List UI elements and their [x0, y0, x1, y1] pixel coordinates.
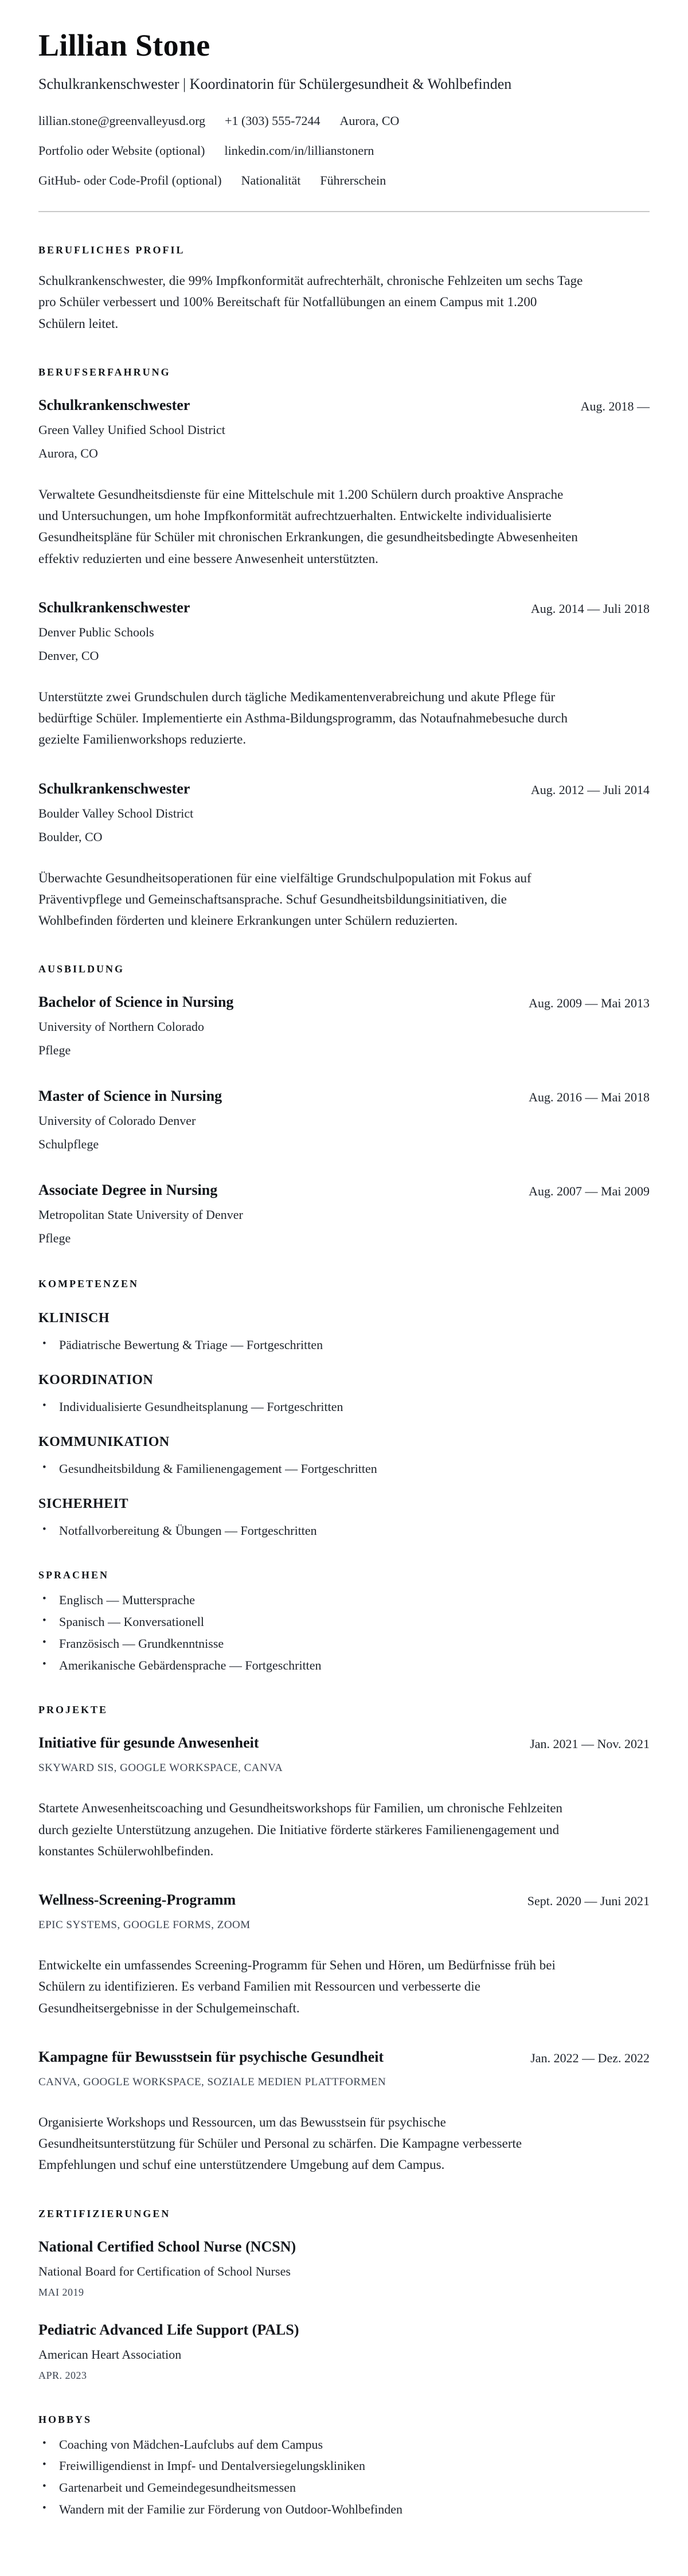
- competency-group-title: KLINISCH: [38, 1311, 110, 1326]
- job-description: Überwachte Gesundheitsoperationen für eine vielfältige Grundschulpopulation mit Fokus auf Präventivpflege und Gemeinschaftsansprache. Schuf Gesundheitsbildungsinitiativen, die Wohlbefinden förderten und kleinere Erkrankungen unter Schülern reduzierten.: [38, 870, 531, 928]
- contact-row-1: [38, 114, 650, 128]
- profile-text: Schulkrankenschwester, die 99% Impfkonformität aufrechterhält, chronische Fehlzeiten um sechs Tage pro Schüler verbessert und 100% Bereitschaft für Notfallübungen an einem Campus mit 1.200 Schülern leitet.: [38, 273, 583, 331]
- list-item: [38, 1659, 650, 1672]
- competency-item: Individualisierte Gesundheitsplanung — Fortgeschritten: [59, 1400, 343, 1414]
- language-item: Spanisch — Konversationell: [59, 1615, 204, 1629]
- project-entry-head: [38, 1891, 650, 1909]
- section-title-certifications: ZERTIFIZIERUNGEN: [38, 2207, 171, 2219]
- header-divider: [38, 211, 650, 212]
- section-certifications: [38, 2208, 650, 2382]
- degree-entry-head: [38, 994, 650, 1011]
- job-dates: Aug. 2018 —: [580, 398, 650, 413]
- candidate-tagline: Schulkrankenschwester | Koordinatorin für Schülergesundheit & Wohlbefinden: [38, 76, 512, 92]
- job-location: Aurora, CO: [38, 445, 98, 460]
- project-dates: Jan. 2022 — Dez. 2022: [530, 2050, 650, 2065]
- section-title-languages: SPRACHEN: [38, 1569, 110, 1581]
- competency-list: [38, 1338, 650, 1352]
- project-title: Kampagne für Bewusstsein für psychische Gesundheit: [38, 2048, 384, 2065]
- certification-entry: [38, 2321, 650, 2382]
- degree-entry-head: [38, 1088, 650, 1105]
- degree-entry-head: [38, 1182, 650, 1199]
- job-description: Verwaltete Gesundheitsdienste für eine Mittelschule mit 1.200 Schülern durch proaktive Ansprache und Untersuchungen, um hohe Impfkonformität aufrechtzuerhalten. Entwickelte individualisierte Gesundheitspläne für Schüler mit chronischen Erkrankungen, die gesundheitsbedingte Abwesenheiten effektiv reduzierten und eine bessere Anwesenheit unterstützten.: [38, 487, 578, 566]
- resume-header: [38, 28, 650, 212]
- competency-group-title: KOMMUNIKATION: [38, 1434, 170, 1449]
- project-dates: Jan. 2021 — Nov. 2021: [530, 1737, 650, 1752]
- project-title: Initiative für gesunde Anwesenheit: [38, 1734, 259, 1752]
- project-tools: EPIC SYSTEMS, GOOGLE FORMS, ZOOM: [38, 1919, 251, 1931]
- degree-field: Pflege: [38, 1231, 71, 1246]
- list-item: [38, 1462, 650, 1476]
- hobby-item: Freiwilligendienst in Impf- und Dentalversiegelungskliniken: [59, 2458, 366, 2473]
- contact-row-2: [38, 143, 650, 158]
- project-description: Startete Anwesenheitscoaching und Gesundheitsworkshops für Familien, um chronische Fehlzeiten durch gezielte Unterstützung anzugehen. Die Initiative förderte stärkeres Familienengagement und konstantes Schülerwohlbefinden.: [38, 1801, 563, 1858]
- competency-group-title: SICHERHEIT: [38, 1496, 129, 1511]
- project-description: Entwickelte ein umfassendes Screening-Programm für Sehen und Hören, um Bedürfnisse früh bei Schülern zu identifizieren. Es verband Familien mit Ressourcen und verbesserte die Gesundheitsergebnisse in der Schulgemeinschaft.: [38, 1958, 556, 2015]
- competency-item: Gesundheitsbildung & Familienengagement — Fortgeschritten: [59, 1461, 377, 1476]
- section-title-education: AUSBILDUNG: [38, 963, 125, 975]
- competency-list: [38, 1462, 650, 1476]
- job-entry-head: [38, 599, 650, 616]
- section-competencies: [38, 1278, 650, 1537]
- hobby-item: Coaching von Mädchen-Laufclubs auf dem Campus: [59, 2437, 323, 2452]
- section-profile: [38, 244, 650, 334]
- language-item: Amerikanische Gebärdensprache — Fortgeschritten: [59, 1658, 322, 1672]
- competency-list: [38, 1400, 650, 1414]
- degree-field: Pflege: [38, 1043, 71, 1058]
- list-item: [38, 1593, 650, 1607]
- project-entry-head: [38, 1734, 650, 1752]
- competency-item: Notfallvorbereitung & Übungen — Fortgeschritten: [59, 1523, 317, 1538]
- list-item: [38, 2481, 650, 2495]
- job-entry: [38, 780, 650, 932]
- certification-org: National Board for Certification of School Nurses: [38, 2264, 291, 2278]
- job-location: Denver, CO: [38, 648, 99, 663]
- degree-school: University of Colorado Denver: [38, 1113, 196, 1128]
- degree-entry: [38, 994, 650, 1058]
- section-title-profile: BERUFLICHES PROFIL: [38, 244, 185, 256]
- contact-portfolio: Portfolio oder Website (optional): [38, 143, 205, 158]
- section-title-projects: PROJEKTE: [38, 1704, 108, 1716]
- hobby-item: Gartenarbeit und Gemeindegesundheitsmessen: [59, 2480, 296, 2495]
- job-company: Boulder Valley School District: [38, 806, 194, 820]
- project-entry: [38, 1891, 650, 2019]
- contact-drivers-license: Führerschein: [320, 173, 386, 187]
- language-item: Englisch — Muttersprache: [59, 1593, 196, 1608]
- certification-date: APR. 2023: [38, 2369, 87, 2381]
- job-location: Boulder, CO: [38, 829, 103, 844]
- section-education: [38, 963, 650, 1246]
- contact-location: Aurora, CO: [339, 114, 400, 128]
- project-tools: CANVA, GOOGLE WORKSPACE, SOZIALE MEDIEN PLATTFORMEN: [38, 2075, 386, 2088]
- certification-title: Pediatric Advanced Life Support (PALS): [38, 2321, 299, 2338]
- project-dates: Sept. 2020 — Juni 2021: [527, 1894, 650, 1908]
- job-company: Denver Public Schools: [38, 624, 154, 639]
- section-title-hobbies: HOBBYS: [38, 2413, 92, 2425]
- job-dates: Aug. 2012 — Juli 2014: [530, 782, 650, 797]
- degree-entry: [38, 1182, 650, 1246]
- project-description: Organisierte Workshops und Ressourcen, um das Bewusstsein für psychische Gesundheitsunterstützung für Schüler und Personal zu schärfen. Die Kampagne verbesserte Empfehlungen und schuf eine unterstützendere Umgebung auf dem Campus.: [38, 2114, 522, 2172]
- list-item: [38, 1524, 650, 1538]
- job-company: Green Valley Unified School District: [38, 422, 225, 437]
- list-item: [38, 2438, 650, 2452]
- job-dates: Aug. 2014 — Juli 2018: [530, 601, 650, 616]
- list-item: [38, 1637, 650, 1651]
- competency-group-title: KOORDINATION: [38, 1373, 154, 1387]
- section-title-competencies: KOMPETENZEN: [38, 1278, 139, 1290]
- section-hobbies: [38, 2414, 650, 2516]
- degree-dates: Aug. 2007 — Mai 2009: [529, 1184, 650, 1199]
- hobby-list: [38, 2438, 650, 2516]
- degree-title: Associate Degree in Nursing: [38, 1182, 218, 1199]
- project-entry-head: [38, 2049, 650, 2066]
- section-languages: [38, 1569, 650, 1672]
- hobby-item: Wandern mit der Familie zur Förderung von Outdoor-Wohlbefinden: [59, 2501, 403, 2516]
- project-entry: [38, 2049, 650, 2176]
- project-title: Wellness-Screening-Programm: [38, 1891, 236, 1908]
- competency-item: Pädiatrische Bewertung & Triage — Fortgeschritten: [59, 1338, 323, 1353]
- degree-entry: [38, 1088, 650, 1152]
- job-entry-head: [38, 397, 650, 414]
- degree-school: Metropolitan State University of Denver: [38, 1207, 243, 1222]
- job-title: Schulkrankenschwester: [38, 780, 190, 797]
- job-entry: [38, 397, 650, 569]
- list-item: [38, 2503, 650, 2516]
- candidate-name: Lillian Stone: [38, 28, 210, 62]
- list-item: [38, 1615, 650, 1629]
- certification-entry: [38, 2238, 650, 2299]
- contact-github: GitHub- oder Code-Profil (optional): [38, 173, 222, 187]
- list-item: [38, 1400, 650, 1414]
- contact-row-3: [38, 173, 650, 188]
- contact-phone: +1 (303) 555-7244: [225, 114, 320, 128]
- competency-list: [38, 1524, 650, 1538]
- contact-nationality: Nationalität: [241, 173, 301, 187]
- job-description: Unterstützte zwei Grundschulen durch tägliche Medikamentenverabreichung und akute Pflege für bedürftige Schüler. Implementierte ein Asthma-Bildungsprogramm, das Notaufnahmebesuche durch gezielte Familienworkshops reduzierte.: [38, 689, 568, 747]
- job-title: Schulkrankenschwester: [38, 396, 190, 413]
- language-list: [38, 1593, 650, 1672]
- contact-linkedin: linkedin.com/in/lillianstonern: [224, 143, 374, 158]
- job-entry: [38, 599, 650, 750]
- section-experience: [38, 366, 650, 932]
- degree-dates: Aug. 2009 — Mai 2013: [529, 996, 650, 1011]
- degree-title: Master of Science in Nursing: [38, 1088, 222, 1105]
- project-tools: SKYWARD SIS, GOOGLE WORKSPACE, CANVA: [38, 1762, 283, 1774]
- language-item: Französisch — Grundkenntnisse: [59, 1636, 224, 1651]
- job-entry-head: [38, 780, 650, 798]
- certification-date: MAI 2019: [38, 2286, 84, 2298]
- section-projects: [38, 1704, 650, 2175]
- contact-email: lillian.stone@greenvalleyusd.org: [38, 114, 206, 128]
- certification-org: American Heart Association: [38, 2347, 182, 2362]
- section-title-experience: BERUFSERFAHRUNG: [38, 366, 171, 378]
- degree-dates: Aug. 2016 — Mai 2018: [529, 1090, 650, 1105]
- project-entry: [38, 1734, 650, 1862]
- degree-title: Bachelor of Science in Nursing: [38, 994, 234, 1011]
- certification-title: National Certified School Nurse (NCSN): [38, 2238, 296, 2255]
- job-title: Schulkrankenschwester: [38, 599, 190, 616]
- degree-field: Schulpflege: [38, 1137, 99, 1152]
- list-item: [38, 2459, 650, 2473]
- list-item: [38, 1338, 650, 1352]
- degree-school: University of Northern Colorado: [38, 1019, 204, 1034]
